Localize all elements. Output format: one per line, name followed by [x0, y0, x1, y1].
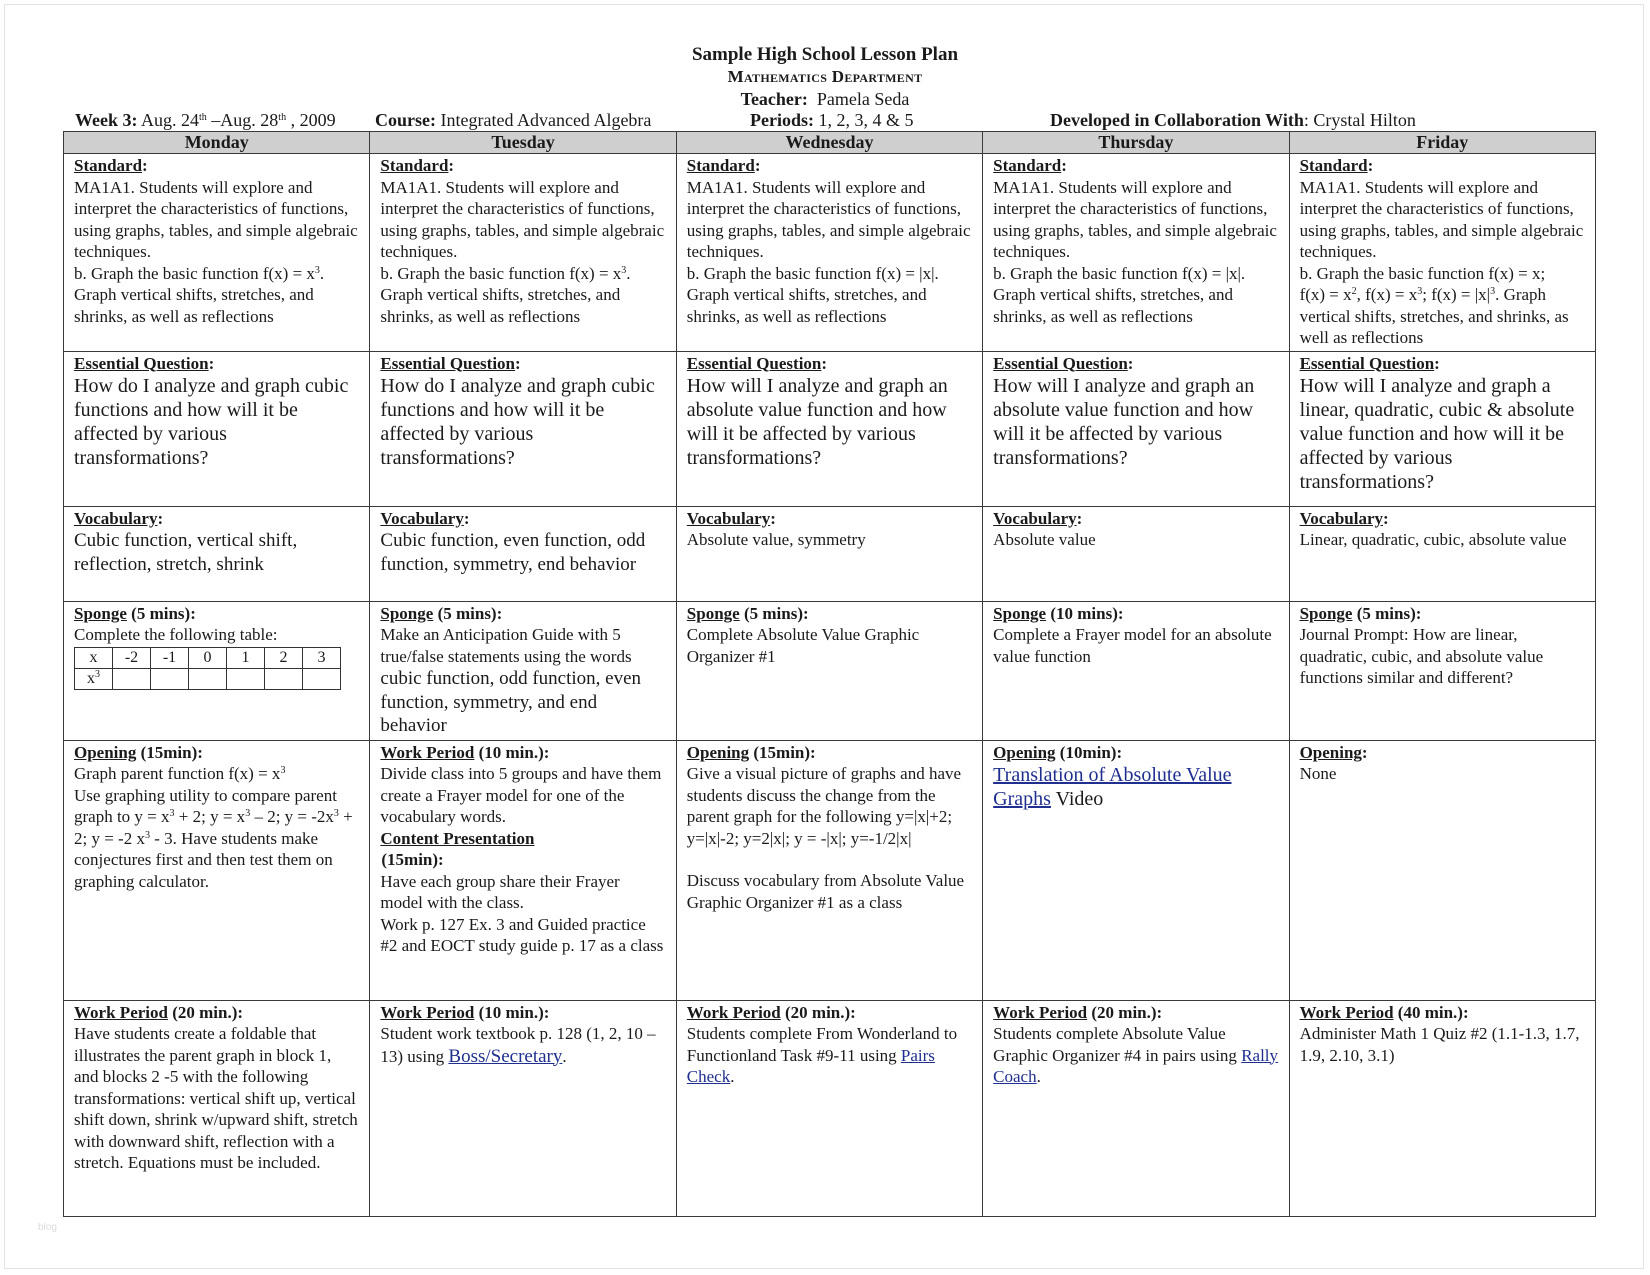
vocab-label: Vocabulary: — [380, 508, 470, 528]
week-end-suffix: th — [278, 112, 287, 123]
sponge-label: Sponge (5 mins): — [1299, 603, 1422, 623]
vocab-monday — [64, 506, 370, 601]
work-period-label: Work Period (10 min.): — [380, 742, 550, 762]
week-label: Week 3: — [75, 110, 138, 130]
standard-text: MA1A1. Students will explore and interpret the characteristics of functions, using graphs, tables, and simple algebraic techniques. — [686, 177, 971, 261]
opening-row — [64, 740, 1596, 1000]
standard-row — [64, 154, 1596, 352]
essential-question-row — [64, 351, 1596, 506]
table-row: x -2 -1 0 1 2 3 — [75, 647, 341, 668]
sponge-label: Sponge (5 mins): — [380, 603, 503, 623]
essential-label: Essential Question: — [74, 353, 215, 373]
work-text: Student work textbook p. 128 (1, 2, 10 – 13) using Boss/Secretary. — [380, 1024, 656, 1067]
opening-monday — [64, 740, 370, 1000]
sponge-label: Sponge (5 mins): — [74, 603, 196, 623]
sponge-text: Complete Absolute Value Graphic Organizer #1 — [686, 625, 920, 666]
day-header-tuesday: Tuesday — [370, 132, 676, 154]
teacher-label: Teacher: — [740, 89, 808, 109]
essential-tuesday — [370, 351, 676, 506]
day-header-friday: Friday — [1289, 132, 1595, 154]
essential-text: How will I analyze and graph an absolute value function and how will it be affected by various transformations? — [993, 375, 1255, 469]
sponge-text: Make an Anticipation Guide with 5 true/false statements using the words — [380, 625, 632, 666]
standard-b: b. Graph the basic function f(x) = |x|. — [993, 263, 1246, 283]
standard-b: b. Graph the basic function f(x) = |x|. — [686, 263, 939, 283]
day-header-monday: Monday — [64, 132, 370, 154]
work-text: Administer Math 1 Quiz #2 (1.1-1.3, 1.7, 1.9, 2.10, 3.1) — [1299, 1024, 1580, 1065]
standard-functions: $f(x) = x^2$, $f(x) = x^3$; $f(x) = |x|^3$. Graph vertical shifts, stretches, and shrinks, as well as reflections — [1299, 285, 1569, 347]
opening-label: Opening (10min): — [993, 742, 1123, 762]
vocabulary-row — [64, 506, 1596, 601]
standard-tail: Graph vertical shifts, stretches, and shrinks, as well as reflections — [686, 285, 927, 326]
standard-tail: Graph vertical shifts, stretches, and shrinks, as well as reflections — [380, 285, 621, 326]
work-monday — [64, 1000, 370, 1216]
work-period-label: Work Period (40 min.): — [1299, 1002, 1469, 1022]
opening-wednesday — [676, 740, 982, 1000]
teacher-name: Pamela Seda — [816, 89, 910, 109]
standard-tail: Graph vertical shifts, stretches, and shrinks, as well as reflections — [74, 285, 314, 326]
day-header-row — [64, 132, 1596, 154]
sponge-label: Sponge (5 mins): — [686, 603, 809, 623]
standard-thursday — [983, 154, 1289, 352]
work-period-label: Work Period (20 min.): — [686, 1002, 856, 1022]
vocab-label: Vocabulary: — [74, 508, 164, 528]
work-period-label: Work Period (10 min.): — [380, 1002, 550, 1022]
opening-thursday — [983, 740, 1289, 1000]
sponge-row — [64, 601, 1596, 740]
boss-secretary-link[interactable]: Boss/Secretary — [448, 1045, 563, 1067]
vocab-thursday — [983, 506, 1289, 601]
opening-text: Discuss vocabulary from Absolute Value Graphic Organizer #1 as a class — [686, 871, 965, 912]
sponge-text: Complete the following table: — [74, 625, 278, 644]
essential-wednesday — [676, 351, 982, 506]
course-label: Course: — [375, 110, 436, 130]
vocab-text: Cubic function, vertical shift, reflection, stretch, shrink — [74, 530, 298, 575]
standard-label: Standard: — [993, 156, 1067, 175]
pairs-check-link[interactable]: Pairs Check — [686, 1045, 935, 1086]
vocab-label: Vocabulary: — [1299, 508, 1389, 528]
lesson-plan-table — [63, 131, 1596, 1217]
opening-text: Have each group share their Frayer model with the class. — [380, 871, 620, 912]
standard-tail: Graph vertical shifts, stretches, and shrinks, as well as reflections — [993, 285, 1233, 326]
week-year: , 2009 — [286, 110, 336, 130]
standard-text: MA1A1. Students will explore and interpret the characteristics of functions, using graphs, tables, and simple algebraic techniques. — [74, 177, 358, 261]
collaboration-value: : Crystal Hilton — [1303, 110, 1416, 130]
week-start: Aug. 24 — [141, 110, 200, 130]
opening-label: Opening (15min): — [74, 742, 203, 762]
vocab-text: Absolute value, symmetry — [686, 530, 866, 549]
document-header — [0, 44, 1650, 110]
opening-label: Opening (15min): — [686, 742, 816, 762]
vocab-text: Absolute value — [993, 530, 1096, 549]
standard-b: b. Graph the basic function f(x) = x; — [1299, 263, 1546, 283]
periods-value: 1, 2, 3, 4 & 5 — [818, 110, 914, 130]
course-info — [375, 110, 651, 132]
week-info — [75, 110, 336, 132]
work-wednesday — [676, 1000, 982, 1216]
day-header-thursday: Thursday — [983, 132, 1289, 154]
document-title: Sample High School Lesson Plan — [691, 44, 959, 65]
vocab-label: Vocabulary: — [993, 508, 1083, 528]
opening-text: Use graphing utility to compare parent graph to $y = x^3 + 2$; $y = x^3 - 2$; $y = -2x^3 + 2$; y = -2 $x^3 - 3$. Have students make conjectures first and then test them on graphing calculator. — [74, 785, 353, 891]
sponge-text: Journal Prompt: How are linear, quadratic, cubic, and absolute value functions similar and different? — [1299, 625, 1544, 687]
work-period-label: Work Period (20 min.): — [993, 1002, 1163, 1022]
sponge-label: Sponge (10 mins): — [993, 603, 1124, 623]
collaboration-label: Developed in Collaboration With — [1050, 110, 1304, 130]
table-row: $x^3$ — [75, 668, 341, 689]
work-text: Have students create a foldable that illustrates the parent graph in block 1, and blocks 2 -5 with the following transformations: vertical shift up, vertical shift down, shrink w/upward shift, stretch with downward shift, reflection with a stretch. Equations must be included. — [74, 1024, 358, 1172]
video-link[interactable]: Translation of Absolute Value Graphs — [993, 764, 1232, 810]
sponge-text: Complete a Frayer model for an absolute value function — [993, 625, 1272, 666]
standard-wednesday — [676, 154, 982, 352]
vocab-label: Vocabulary: — [686, 508, 776, 528]
essential-monday — [64, 351, 370, 506]
sponge-tuesday — [370, 601, 676, 740]
work-tuesday — [370, 1000, 676, 1216]
content-presentation-time: (15min): — [381, 850, 444, 869]
week-start-suffix: th — [199, 112, 207, 123]
teacher-line — [0, 88, 1650, 110]
work-thursday — [983, 1000, 1289, 1216]
collaboration-info — [1050, 110, 1416, 132]
standard-monday — [64, 154, 370, 352]
sponge-thursday — [983, 601, 1289, 740]
periods-info — [750, 110, 914, 132]
standard-label: Standard: — [74, 156, 148, 175]
vocab-text: Cubic function, even function, odd function, symmetry, end behavior — [380, 530, 646, 575]
essential-text: How do I analyze and graph cubic functions and how will it be affected by various transformations? — [74, 375, 349, 469]
vocab-tuesday — [370, 506, 676, 601]
essential-label: Essential Question: — [993, 353, 1134, 373]
standard-label: Standard: — [380, 156, 455, 175]
vocab-text: Linear, quadratic, cubic, absolute value — [1299, 530, 1567, 549]
sponge-words: cubic function, odd function, even function, symmetry, and end behavior — [380, 668, 642, 736]
day-header-wednesday: Wednesday — [676, 132, 982, 154]
watermark: blog — [38, 1222, 57, 1233]
opening-label: Opening: — [1299, 742, 1368, 762]
work-period-row — [64, 1000, 1596, 1216]
week-end: –Aug. 28 — [206, 110, 279, 130]
work-text: Students complete Absolute Value Graphic Organizer #4 in pairs using Rally Coach. — [993, 1024, 1279, 1086]
department-name: Mathematics Department — [727, 67, 923, 86]
opening-text: Translation of Absolute Value Graphs Video — [993, 764, 1232, 810]
opening-text: Divide class into 5 groups and have them create a Frayer model for one of the vocabulary words. — [380, 764, 662, 826]
essential-text: How will I analyze and graph an absolute value function and how will it be affected by various transformations? — [686, 375, 948, 469]
opening-tuesday — [370, 740, 676, 1000]
essential-text: How do I analyze and graph cubic functions and how will it be affected by various transformations? — [380, 375, 655, 469]
opening-text: None — [1299, 764, 1337, 783]
course-value: Integrated Advanced Algebra — [440, 110, 652, 130]
vocab-wednesday — [676, 506, 982, 601]
sponge-monday — [64, 601, 370, 740]
essential-label: Essential Question: — [1299, 353, 1440, 373]
work-text: Students complete From Wonderland to Functionland Task #9-11 using Pairs Check. — [686, 1024, 958, 1086]
work-friday — [1289, 1000, 1595, 1216]
standard-tuesday — [370, 154, 676, 352]
cubic-values-table — [74, 647, 341, 690]
standard-label: Standard: — [686, 156, 761, 175]
standard-text: MA1A1. Students will explore and interpret the characteristics of functions, using graphs, tables, and simple algebraic techniques. — [380, 177, 665, 261]
standard-label: Standard: — [1299, 156, 1374, 175]
essential-label: Essential Question: — [380, 353, 521, 373]
opening-friday — [1289, 740, 1595, 1000]
standard-text: MA1A1. Students will explore and interpret the characteristics of functions, using graphs, tables, and simple algebraic techniques. — [1299, 177, 1584, 261]
standard-text: MA1A1. Students will explore and interpret the characteristics of functions, using graphs, tables, and simple algebraic techniques. — [993, 177, 1277, 261]
essential-label: Essential Question: — [686, 353, 828, 373]
sponge-wednesday — [676, 601, 982, 740]
essential-friday — [1289, 351, 1595, 506]
opening-text: Work p. 127 Ex. 3 and Guided practice #2 and EOCT study guide p. 17 as a class — [380, 914, 664, 955]
standard-b: b. Graph the basic function $f(x) = x^3$. — [74, 263, 325, 283]
standard-friday — [1289, 154, 1595, 352]
content-presentation-label: Content Presentation — [380, 828, 535, 848]
essential-text: How will I analyze and graph a linear, quadratic, cubic & absolute value function and how will it be affected by various transformations? — [1299, 375, 1575, 493]
rally-coach-link[interactable]: Rally Coach — [993, 1045, 1279, 1086]
opening-text: Graph parent function $f(x) = x^3$ — [74, 764, 286, 783]
essential-thursday — [983, 351, 1289, 506]
work-period-label: Work Period (20 min.): — [74, 1002, 244, 1022]
standard-b: b. Graph the basic function $f(x) = x^3$. — [380, 263, 631, 283]
sponge-friday — [1289, 601, 1595, 740]
vocab-friday — [1289, 506, 1595, 601]
opening-text: Give a visual picture of graphs and have students discuss the change from the parent graph for the following y=|x|+2; y=|x|-2; y=2|x|; y = -|x|; y=-1/2|x| — [686, 764, 962, 848]
periods-label: Periods: — [750, 110, 814, 130]
